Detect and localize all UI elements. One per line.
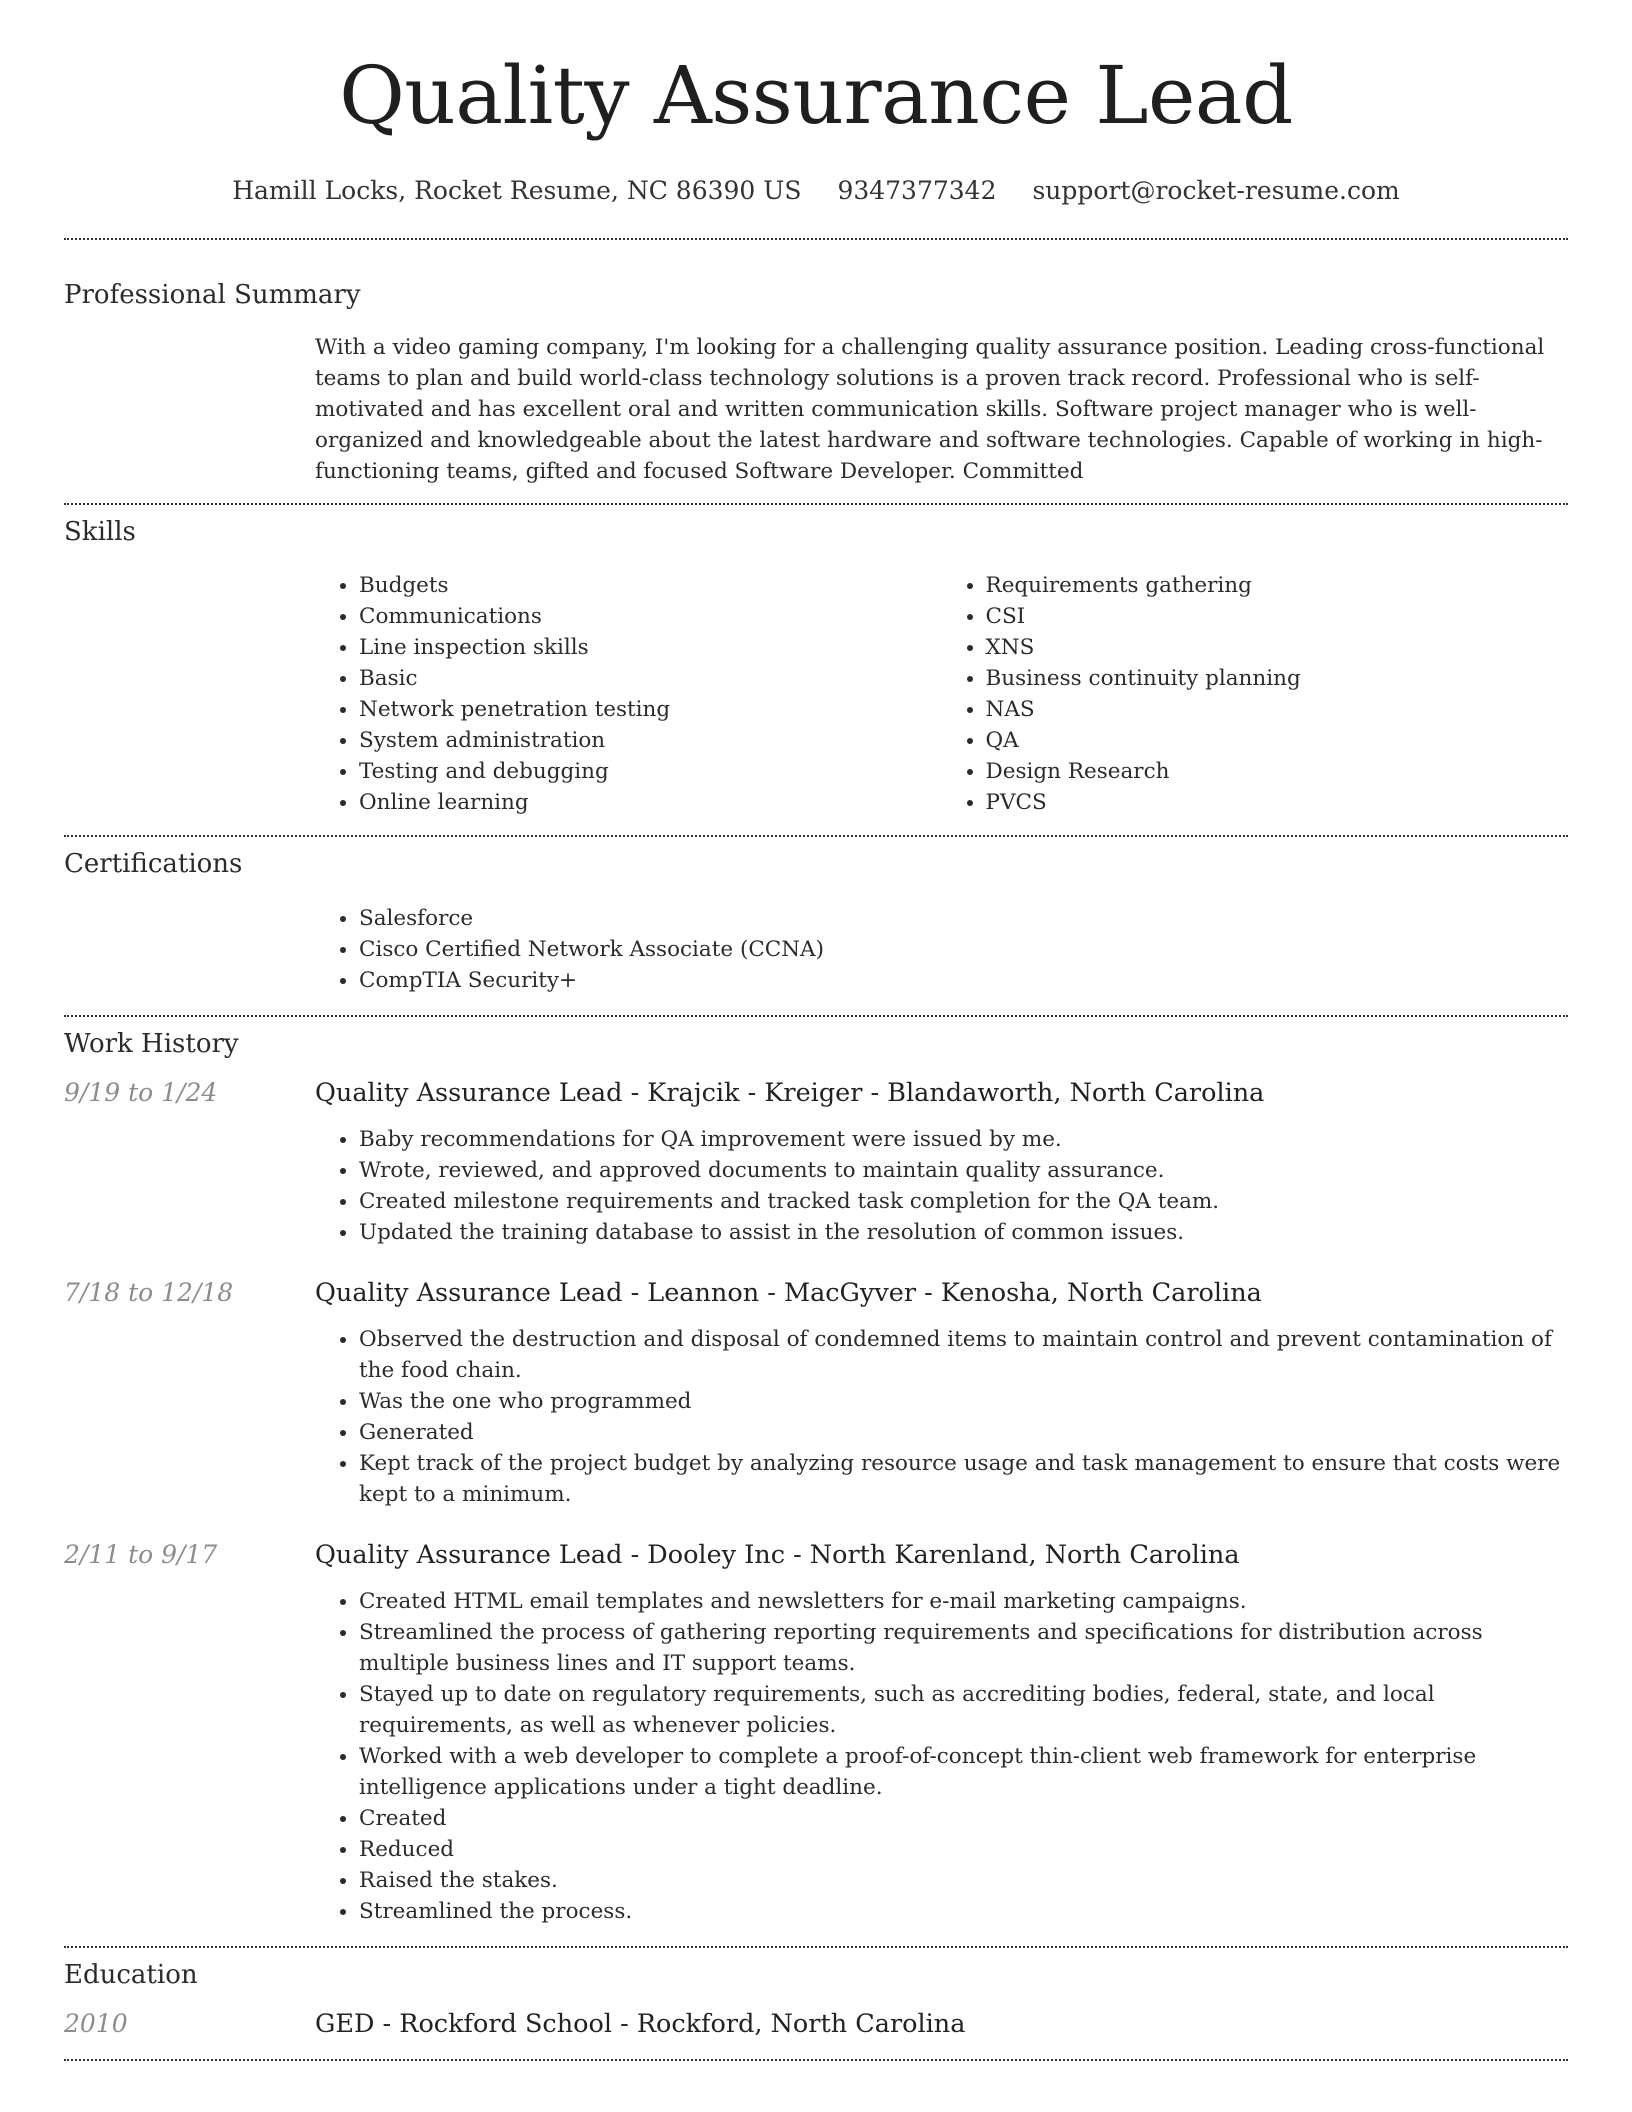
contact-line — [64, 176, 1568, 206]
job-date: 7/18 to 12/18 — [64, 1277, 234, 1307]
contact-phone: 9347377342 — [837, 176, 997, 205]
job-bullet: • Worked with a web developer to complete a proof-of-concept thin-client web framework for enterprise intelligence applications under a tight deadline. — [359, 1741, 1568, 1803]
skill-item: • NAS — [986, 694, 1569, 725]
skill-item: • Communications — [359, 601, 942, 632]
job-bullets — [315, 1124, 1568, 1248]
skill-item: • System administration — [359, 725, 942, 756]
education-section — [64, 1948, 1568, 2041]
certification-item: • Salesforce — [359, 903, 1568, 934]
job-bullet: • Created HTML email templates and newsletters for e-mail marketing campaigns. — [359, 1586, 1568, 1617]
skills-list-left — [315, 570, 942, 818]
skill-item: • QA — [986, 725, 1569, 756]
job-bullet: • Baby recommendations for QA improvement were issued by me. — [359, 1124, 1568, 1155]
education-title: GED - Rockford School - Rockford, North Carolina — [315, 2008, 966, 2039]
job-entry — [64, 1276, 1568, 1510]
job-entry — [64, 1538, 1568, 1927]
skill-item: • Basic — [359, 663, 942, 694]
job-bullet: • Created — [359, 1803, 1568, 1834]
skill-item: • Network penetration testing — [359, 694, 942, 725]
skill-item: • Line inspection skills — [359, 632, 942, 663]
education-date: 2010 — [64, 2008, 128, 2038]
job-bullet: • Observed the destruction and disposal of condemned items to maintain control and prevent contamination of the food chain. — [359, 1324, 1568, 1386]
education-entry — [64, 2007, 1568, 2041]
job-bullet: • Wrote, reviewed, and approved documents to maintain quality assurance. — [359, 1155, 1568, 1186]
skill-item: • Testing and debugging — [359, 756, 942, 787]
skills-heading: Skills — [64, 517, 136, 548]
skill-item: • Business continuity planning — [986, 663, 1569, 694]
certifications-section — [64, 837, 1568, 995]
job-date: 2/11 to 9/17 — [64, 1539, 218, 1569]
job-bullet: • Raised the stakes. — [359, 1865, 1568, 1896]
contact-address: Hamill Locks, Rocket Resume, NC 86390 US — [232, 176, 802, 205]
job-date: 9/19 to 1/24 — [64, 1077, 218, 1107]
work-section — [64, 1017, 1568, 1927]
skill-item: • CSI — [986, 601, 1569, 632]
job-bullet: • Streamlined the process of gathering reporting requirements and specifications for distribution across multiple business lines and IT support teams. — [359, 1617, 1568, 1679]
summary-text: With a video gaming company, I'm looking for a challenging quality assurance position. Leading cross-functional teams to plan and build world-class technology solutions is a proven track record. Professional who is self-motivated and has excellent oral and written communication skills. Software project manager who is well-organized and knowledgeable about the latest hardware and software technologies. Capable of working in high-functioning teams, gifted and focused Software Developer. Committed — [315, 335, 1545, 485]
job-title: Quality Assurance Lead - Krajcik - Kreiger - Blandaworth, North Carolina — [315, 1077, 1265, 1108]
certifications-content — [315, 903, 1568, 996]
job-title: Quality Assurance Lead - Leannon - MacGyver - Kenosha, North Carolina — [315, 1277, 1262, 1308]
certification-item: • CompTIA Security+ — [359, 965, 1568, 996]
education-heading: Education — [64, 1959, 198, 1990]
summary-heading: Professional Summary — [64, 280, 361, 310]
education-divider — [64, 2059, 1568, 2061]
certifications-list — [315, 903, 1568, 996]
skills-grid — [315, 570, 1568, 818]
skill-item: • Budgets — [359, 570, 942, 601]
job-bullet: • Streamlined the process. — [359, 1896, 1568, 1927]
skills-list-right — [942, 570, 1569, 818]
job-entry — [64, 1076, 1568, 1248]
skill-item: • XNS — [986, 632, 1569, 663]
job-bullet: • Was the one who programmed — [359, 1386, 1568, 1417]
skill-item: • PVCS — [986, 787, 1569, 818]
job-bullet: • Kept track of the project budget by analyzing resource usage and task management to ensure that costs were kept to a minimum. — [359, 1448, 1568, 1510]
job-bullets — [315, 1586, 1568, 1927]
job-bullet: • Stayed up to date on regulatory requirements, such as accrediting bodies, federal, state, and local requirements, as well as whenever policies. — [359, 1679, 1568, 1741]
summary-content — [315, 332, 1568, 487]
job-bullet: • Generated — [359, 1417, 1568, 1448]
job-bullets — [315, 1324, 1568, 1510]
resume-page — [64, 0, 1568, 2061]
certification-item: • Cisco Certified Network Associate (CCNA) — [359, 934, 1568, 965]
job-bullet: • Created milestone requirements and tracked task completion for the QA team. — [359, 1186, 1568, 1217]
candidate-name: Quality Assurance Lead — [339, 49, 1293, 142]
job-title: Quality Assurance Lead - Dooley Inc - North Karenland, North Carolina — [315, 1539, 1240, 1570]
work-heading: Work History — [64, 1028, 239, 1059]
job-bullet: • Reduced — [359, 1834, 1568, 1865]
summary-section — [64, 240, 1568, 487]
contact-email: support@rocket-resume.com — [1032, 176, 1400, 205]
job-bullet: • Updated the training database to assist in the resolution of common issues. — [359, 1217, 1568, 1248]
skills-section — [64, 505, 1568, 818]
skill-item: • Requirements gathering — [986, 570, 1569, 601]
skill-item: • Design Research — [986, 756, 1569, 787]
skill-item: • Online learning — [359, 787, 942, 818]
certifications-heading: Certifications — [64, 849, 243, 880]
